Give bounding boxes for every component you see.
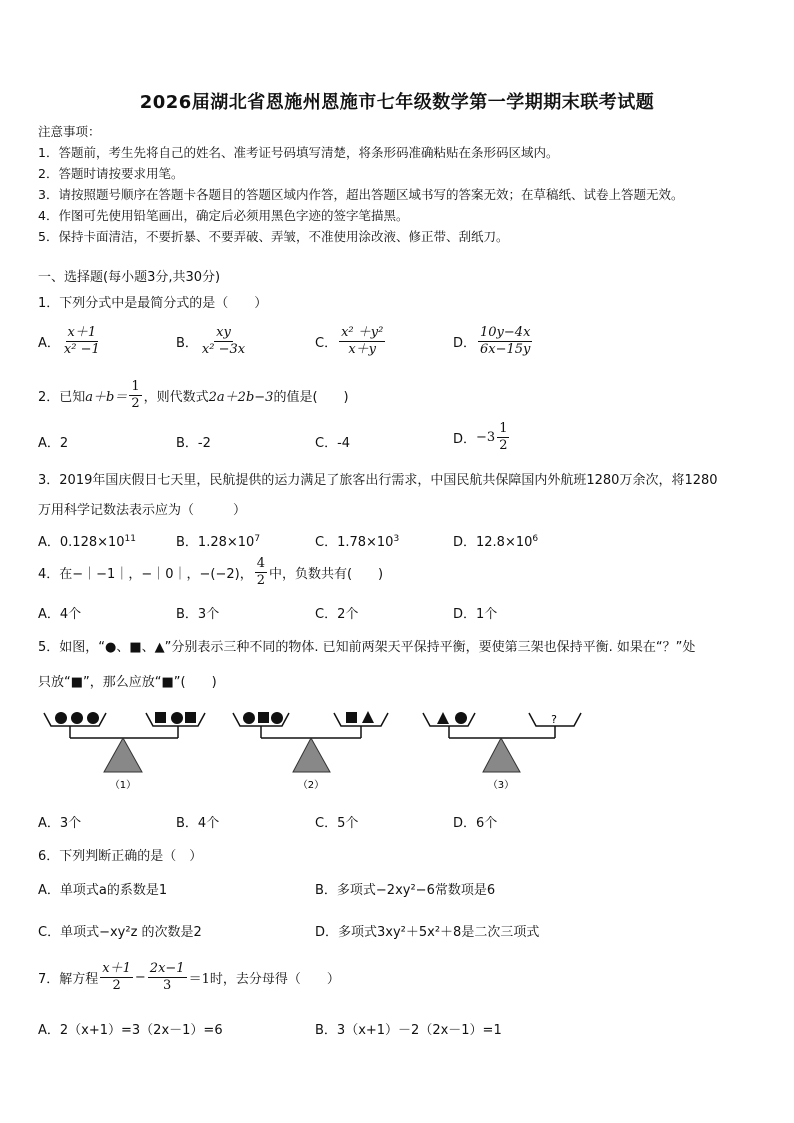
q1-option-a — [38, 326, 104, 358]
q3-c-text: C．1.78×10 — [315, 535, 394, 550]
q3-line1: 3．2019年国庆假日七天里，民航提供的运力满足了旅客出行需求，中国民航共保障国内外航班1280万余次，将1280 — [38, 473, 718, 488]
square-icon — [346, 712, 357, 723]
q5-option-d: D．6个 — [453, 816, 498, 831]
q1-option-c — [315, 326, 387, 358]
q2-mid: ，则代数式 — [143, 390, 209, 406]
q1-c-den: x＋y — [348, 342, 377, 358]
circle-icon — [271, 712, 283, 724]
balance-3-left-pan — [423, 713, 475, 726]
q7-stem — [38, 962, 340, 994]
q1-b-label: B． — [176, 336, 198, 352]
balance-2-caption: （2） — [297, 780, 325, 791]
q1-option-d — [453, 326, 534, 358]
notice-item-1: 1．答题前，考生先将自己的姓名、准考证号码填写清楚，将条形码准确粘贴在条形码区域内。 — [38, 145, 559, 160]
q1-a-den: x² −1 — [63, 342, 100, 358]
q2-post: 的值是( ) — [273, 390, 349, 406]
balance-2-right-pan — [334, 713, 388, 726]
q3-a-exp: 11 — [124, 534, 136, 544]
q2-pre: 2．已知 — [38, 390, 86, 406]
q2-fden: 2 — [131, 396, 140, 412]
balance-1-fulcrum — [104, 738, 142, 772]
q3-option-b — [176, 531, 260, 550]
q6-option-d: D．多项式3xy²＋5x²＋8是二次三项式 — [315, 925, 540, 940]
q3-b-exp: 7 — [254, 534, 261, 544]
q2-d-fraction — [497, 422, 509, 454]
triangle-icon — [437, 712, 449, 724]
section-heading: 一、选择题(每小题3分,共30分) — [38, 270, 221, 285]
q5-line1: 5．如图，“●、■、▲”分别表示三种不同的物体. 已知前两架天平保持平衡，要使第三架也保持平衡. 如果在“？”处 — [38, 640, 696, 655]
q7-option-a: A．2（x+1）=3（2x－1）=6 — [38, 1023, 223, 1038]
q2-stem — [38, 380, 349, 412]
q1-a-num: x＋1 — [66, 326, 99, 342]
q4-fraction — [255, 557, 267, 589]
square-icon — [185, 712, 196, 723]
circle-icon — [455, 712, 467, 724]
q3-option-a — [38, 531, 136, 550]
q4-stem — [38, 557, 383, 589]
q4-option-a: A．4个 — [38, 607, 82, 622]
q2-fnum: 1 — [129, 380, 141, 396]
q5-line2: 只放“■”，那么应放“■”( ) — [38, 675, 217, 690]
q7-pre: 7．解方程 — [38, 972, 99, 988]
q7-fraction-1 — [100, 962, 133, 994]
balance-3-caption: （3） — [487, 780, 515, 791]
q1-d-fraction — [478, 326, 532, 358]
balance-2-fulcrum — [293, 738, 330, 772]
notice-item-4: 4．作图可先使用铅笔画出，确定后必须用黑色字迹的签字笔描黑。 — [38, 208, 409, 223]
q3-a-text: A．0.128×10 — [38, 535, 125, 550]
q7-f2-num: 2x−1 — [148, 962, 187, 978]
balance-3 — [423, 712, 581, 791]
q5-balance-figure — [0, 700, 794, 800]
notice-heading: 注意事项： — [38, 124, 101, 139]
q3-line2: 万用科学记数法表示应为（ ） — [38, 503, 247, 518]
q1-d-den: 6x−15y — [480, 342, 531, 358]
notice-item-5: 5．保持卡面清洁，不要折暴、不要弄破、弄皱，不准使用涂改液、修正带、刮纸刀。 — [38, 229, 509, 244]
q7-f1-den: 2 — [112, 978, 121, 994]
q1-b-fraction — [200, 326, 247, 358]
q1-b-den: x² −3x — [201, 342, 246, 358]
q4-option-b: B．3个 — [176, 607, 220, 622]
balance-2 — [233, 711, 388, 791]
square-icon — [155, 712, 166, 723]
q1-b-num: xy — [214, 326, 233, 342]
q6-stem: 6．下列判断正确的是（ ） — [38, 849, 203, 864]
q4-fnum: 4 — [255, 557, 267, 573]
q1-c-num: x² ＋y² — [339, 326, 385, 342]
q2-option-d — [453, 422, 511, 454]
q3-b-text: B．1.28×10 — [176, 535, 255, 550]
q2-d-whole: −3 — [476, 430, 496, 446]
q2-d-label: D． — [453, 432, 477, 448]
q4-option-c: C．2个 — [315, 607, 359, 622]
q1-stem: 1．下列分式中是最简分式的是（ ） — [38, 296, 268, 311]
q4-post: 中，负数共有( ) — [268, 567, 384, 583]
q1-a-fraction — [62, 326, 102, 358]
q7-minus: − — [134, 970, 146, 986]
q1-a-label: A． — [38, 336, 60, 352]
q7-eq: ＝1 — [188, 972, 210, 988]
balance-1-caption: （1） — [109, 780, 137, 791]
q7-option-b: B．3（x+1）－2（2x－1）=1 — [315, 1023, 502, 1038]
q2-d-den: 2 — [499, 438, 508, 454]
balance-1 — [44, 712, 205, 791]
circle-icon — [71, 712, 83, 724]
q1-d-label: D． — [453, 336, 477, 352]
q2-option-b: B．-2 — [176, 436, 211, 451]
q5-option-c: C．5个 — [315, 816, 359, 831]
q3-d-text: D．12.8×10 — [453, 535, 533, 550]
q1-c-label: C． — [315, 336, 338, 352]
q7-post: 时，去分母得（ ） — [209, 972, 340, 988]
q7-f2-den: 3 — [163, 978, 172, 994]
triangle-icon — [362, 711, 374, 723]
q4-pre: 4．在−｜−1｜，−｜0｜，−(−2)， — [38, 567, 253, 583]
circle-icon — [243, 712, 255, 724]
circle-icon — [55, 712, 67, 724]
balance-3-question-mark: ? — [551, 713, 557, 726]
page-title: 2026届湖北省恩施州恩施市七年级数学第一学期期末联考试题 — [139, 92, 655, 113]
circle-icon — [171, 712, 183, 724]
q6-option-c: C．单项式−xy²z 的次数是2 — [38, 925, 202, 940]
q2-option-c: C．-4 — [315, 436, 351, 451]
notice-item-3: 3．请按照题号顺序在答题卡各题目的答题区域内作答，超出答题区域书写的答案无效；在草稿纸、试卷上答题无效。 — [38, 187, 684, 202]
notice-item-2: 2．答题时请按要求用笔。 — [38, 166, 184, 181]
q6-option-b: B．多项式−2xy²−6常数项是6 — [315, 883, 496, 898]
q2-d-num: 1 — [497, 422, 509, 438]
q6-option-a: A．单项式a的系数是1 — [38, 883, 168, 898]
circle-icon — [87, 712, 99, 724]
q4-fden: 2 — [256, 573, 265, 589]
q7-fraction-2 — [148, 962, 187, 994]
q1-c-fraction — [339, 326, 385, 358]
q3-option-c — [315, 531, 399, 550]
q1-d-num: 10y−4x — [478, 326, 532, 342]
q5-option-a: A．3个 — [38, 816, 82, 831]
q3-c-exp: 3 — [393, 534, 400, 544]
q4-option-d: D．1个 — [453, 607, 498, 622]
q2-option-a: A．2 — [38, 436, 69, 451]
square-icon — [258, 712, 269, 723]
q5-option-b: B．4个 — [176, 816, 220, 831]
q3-option-d — [453, 531, 538, 550]
q7-f1-num: x＋1 — [100, 962, 133, 978]
q2-expr: a＋b＝ — [85, 390, 128, 406]
q3-d-exp: 6 — [532, 534, 539, 544]
q1-option-b — [176, 326, 249, 358]
q2-expr2: 2a＋2b−3 — [208, 390, 274, 406]
balance-3-fulcrum — [483, 738, 520, 772]
q2-fraction — [129, 380, 141, 412]
